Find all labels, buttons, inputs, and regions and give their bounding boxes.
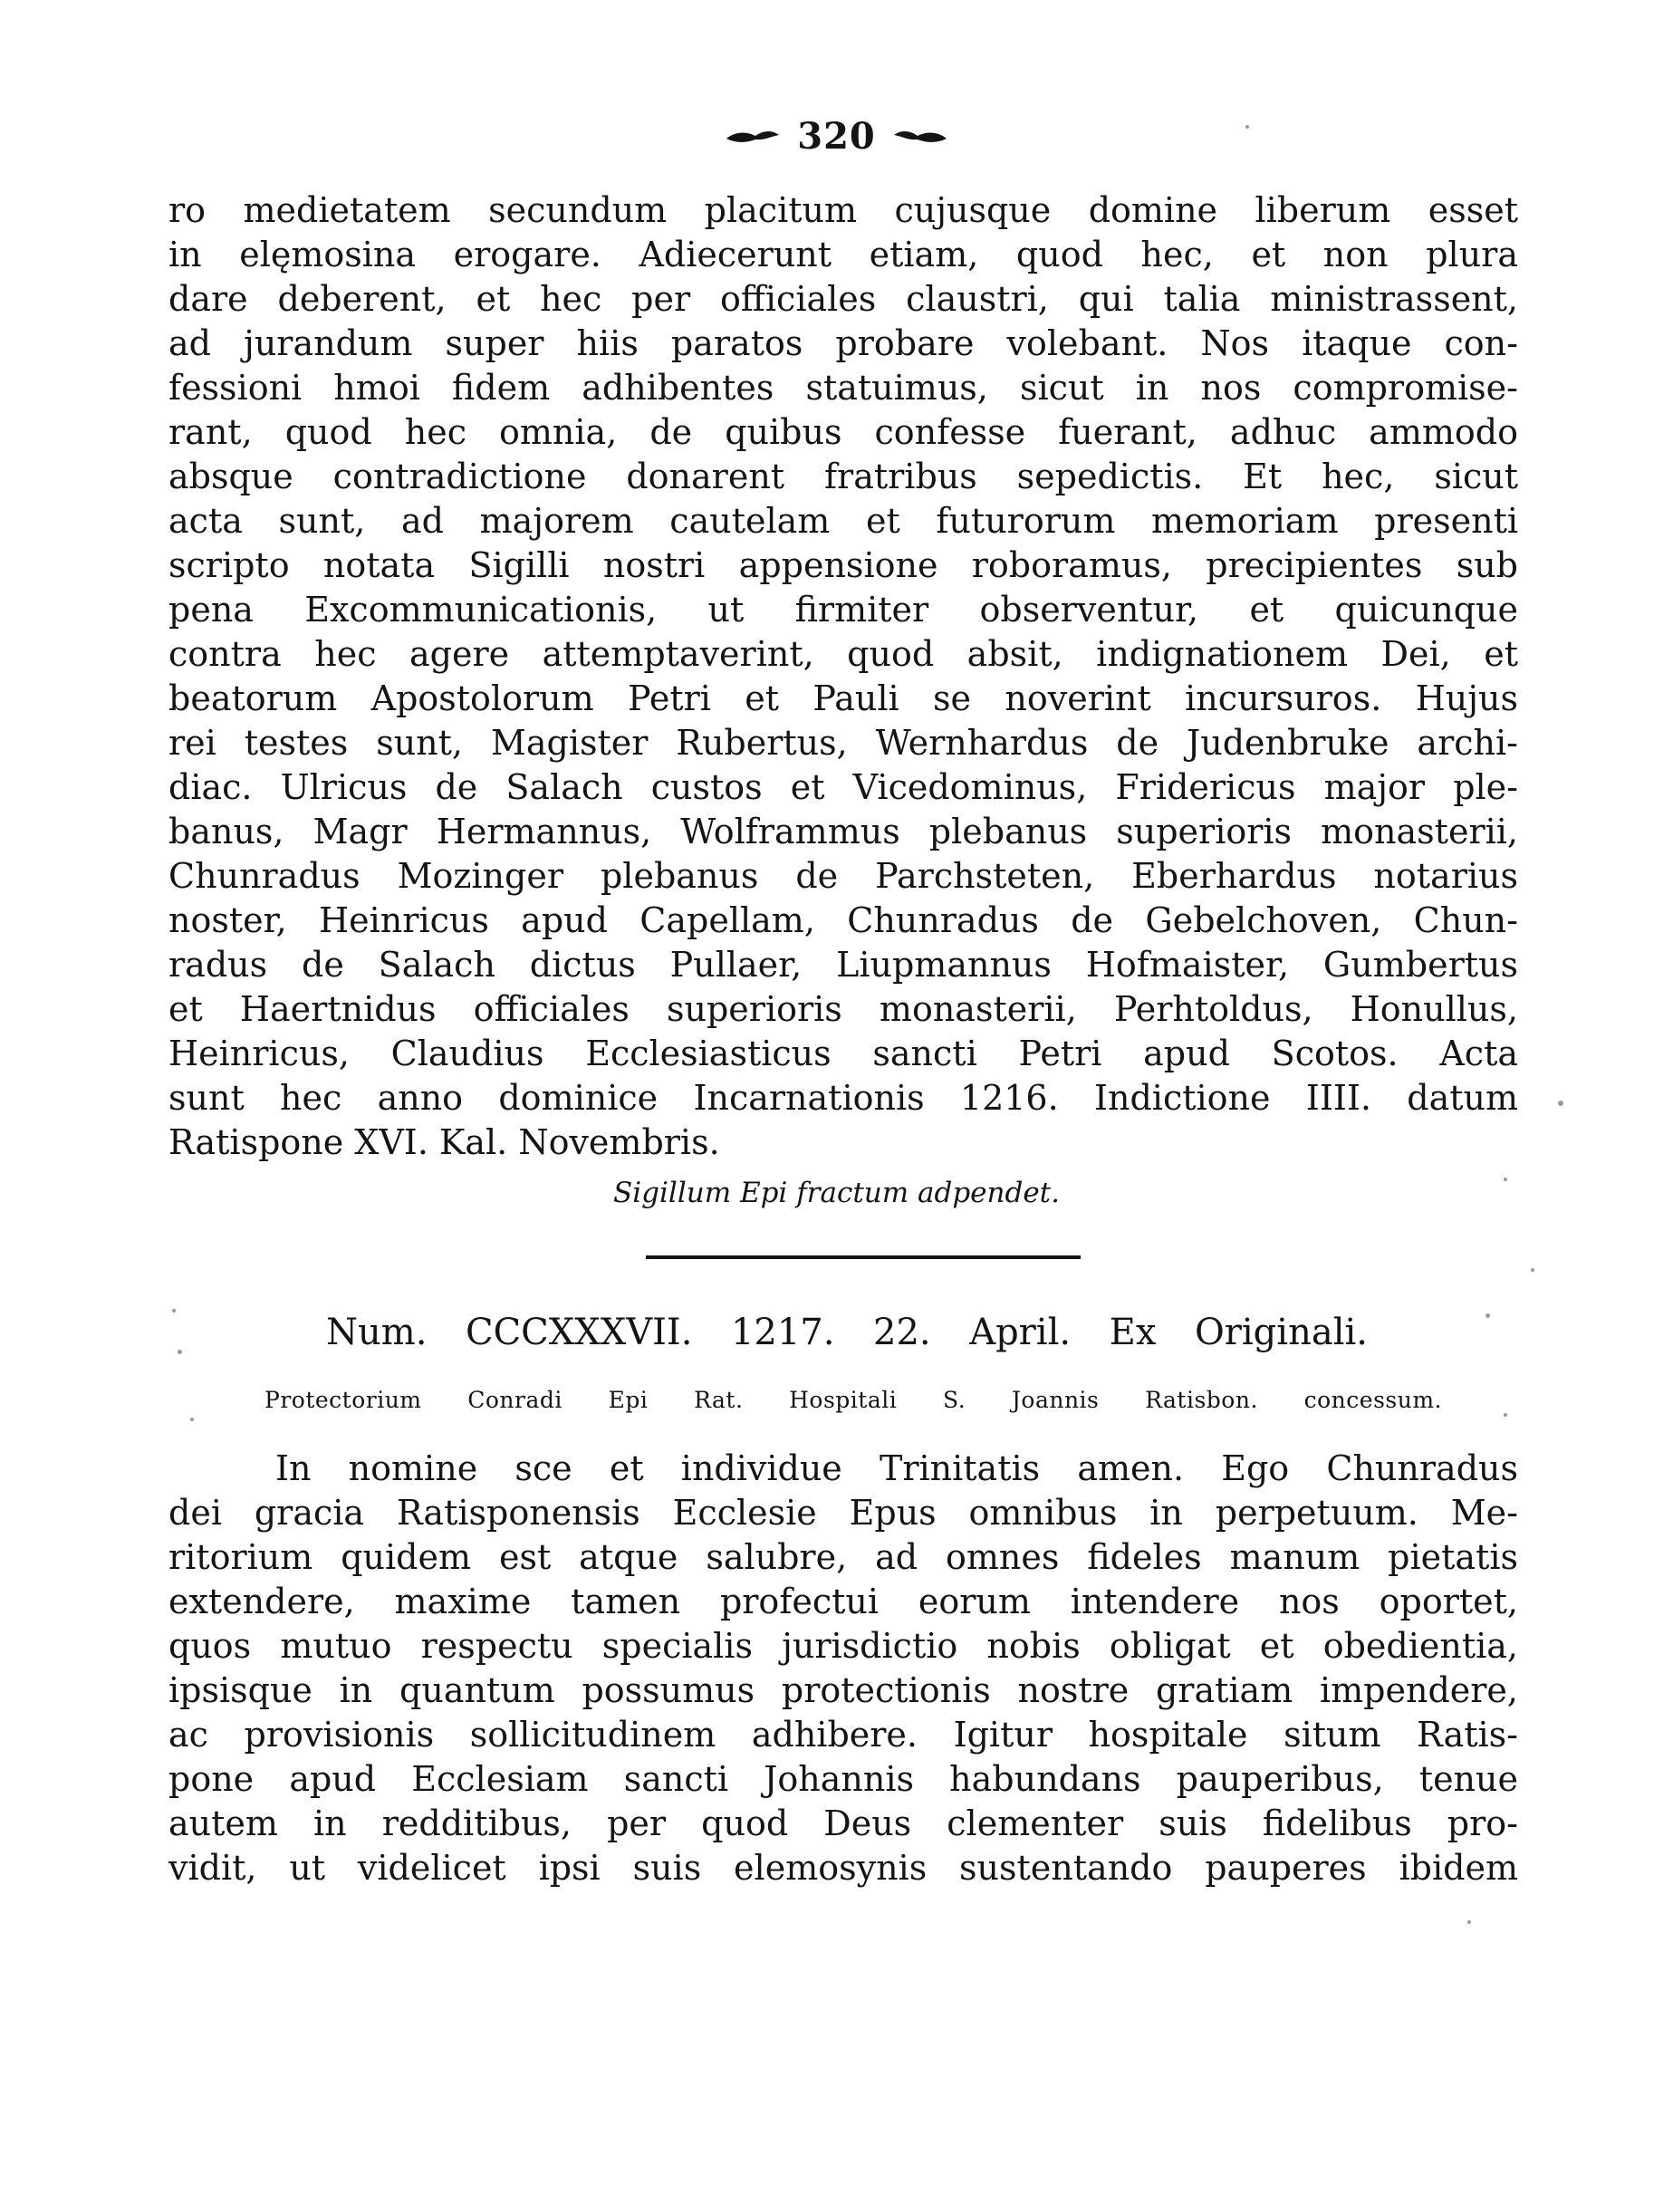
text-line: contra hec agere attemptaverint, quod absit, indignationem Dei, et xyxy=(168,634,1518,674)
text-line: ipsisque in quantum possumus protectionis nostre gratiam impendere, xyxy=(168,1670,1518,1710)
print-speck xyxy=(190,1418,194,1421)
print-speck xyxy=(1504,1178,1507,1181)
print-speck xyxy=(1245,125,1249,129)
text-line: beatorum Apostolorum Petri et Pauli se noverint incursuros. Hujus xyxy=(168,678,1518,718)
print-speck xyxy=(1531,1268,1534,1272)
charter-text xyxy=(168,1447,1518,1890)
seal-note: Sigillum Epi fractum adpendet. xyxy=(613,1177,1060,1209)
text-line: extendere, maxime tamen profectui eorum intendere nos oportet, xyxy=(168,1582,1518,1621)
text-line: pena Excommunicationis, ut firmiter observentur, et quicunque xyxy=(168,590,1518,630)
text-line: Ratispone XVI. Kal. Novembris. xyxy=(168,1122,720,1162)
print-speck xyxy=(178,1350,182,1354)
text-line: diac. Ulricus de Salach custos et Vicedominus, Fridericus major ple- xyxy=(168,767,1518,807)
text-line: scripto notata Sigilli nostri appensione roboramus, precipientes sub xyxy=(168,545,1518,585)
print-speck xyxy=(172,1309,176,1313)
document-heading: Num. CCCXXXVII. 1217. 22. April. Ex Originali. xyxy=(326,1312,1368,1353)
text-line: rei testes sunt, Magister Rubertus, Wernhardus de Judenbruke archi- xyxy=(168,723,1518,763)
text-line: quos mutuo respectu specialis jurisdictio nobis obligat et obedientia, xyxy=(168,1626,1518,1666)
text-line: Heinricus, Claudius Ecclesiasticus sancti Petri apud Scotos. Acta xyxy=(168,1034,1518,1073)
text-line: rant, quod hec omnia, de quibus confesse fuerant, adhuc ammodo xyxy=(168,412,1518,452)
text-line: dare deberent, et hec per officiales claustri, qui talia ministrassent, xyxy=(168,279,1518,319)
text-line: banus, Magr Hermannus, Wolframmus plebanus superioris monasterii, xyxy=(168,812,1518,851)
print-speck xyxy=(1486,1313,1490,1318)
section-divider xyxy=(646,1255,1081,1259)
text-line: ad jurandum super hiis paratos probare volebant. Nos itaque con- xyxy=(168,323,1518,363)
text-line: autem in redditibus, per quod Deus clementer suis fidelibus pro- xyxy=(168,1803,1518,1843)
text-line: et Haertnidus officiales superioris monasterii, Perhtoldus, Honullus, xyxy=(168,989,1518,1029)
print-speck xyxy=(1558,1101,1563,1106)
text-line: sunt hec anno dominice Incarnationis 1216. Indictione IIII. datum xyxy=(168,1078,1518,1118)
text-line: in elęmosina erogare. Adiecerunt etiam, quod hec, et non plura xyxy=(168,235,1518,274)
fleuron-right-icon xyxy=(892,128,948,144)
text-line: dei gracia Ratisponensis Ecclesie Epus omnibus in perpetuum. Me- xyxy=(168,1493,1518,1533)
text-line: pone apud Ecclesiam sancti Johannis habundans pauperibus, tenue xyxy=(168,1759,1518,1799)
text-line: Chunradus Mozinger plebanus de Parchsteten, Eberhardus notarius xyxy=(168,856,1518,896)
text-line: vidit, ut videlicet ipsi suis elemosynis sustentando pauperes ibidem xyxy=(168,1848,1518,1888)
document-subheading: Protectorium Conradi Epi Rat. Hospitali S. Joannis Ratisbon. concessum. xyxy=(264,1387,1442,1413)
text-line: In nomine sce et individue Trinitatis amen. Ego Chunradus xyxy=(275,1448,1518,1488)
text-line: radus de Salach dictus Pullaer, Liupmannus Hofmaister, Gumbertus xyxy=(168,945,1518,985)
page-header xyxy=(0,109,1673,163)
text-line: ac provisionis sollicitudinem adhibere. Igitur hospitale situm Ratis- xyxy=(168,1715,1518,1755)
text-line: acta sunt, ad majorem cautelam et futurorum memoriam presenti xyxy=(168,501,1518,541)
fleuron-left-icon xyxy=(725,128,781,144)
print-speck xyxy=(1504,1413,1507,1417)
page-number: 320 xyxy=(797,114,876,158)
text-line: fessioni hmoi fidem adhibentes statuimus, sicut in nos compromise- xyxy=(168,368,1518,408)
print-speck xyxy=(1467,1920,1471,1924)
text-line: noster, Heinricus apud Capellam, Chunradus de Gebelchoven, Chun- xyxy=(168,900,1518,940)
text-line: ro medietatem secundum placitum cujusque domine liberum esset xyxy=(168,190,1518,230)
text-line: ritorium quidem est atque salubre, ad omnes fideles manum pietatis xyxy=(168,1537,1518,1577)
charter-text-continued xyxy=(168,188,1518,1165)
text-line: absque contradictione donarent fratribus sepedictis. Et hec, sicut xyxy=(168,457,1518,496)
